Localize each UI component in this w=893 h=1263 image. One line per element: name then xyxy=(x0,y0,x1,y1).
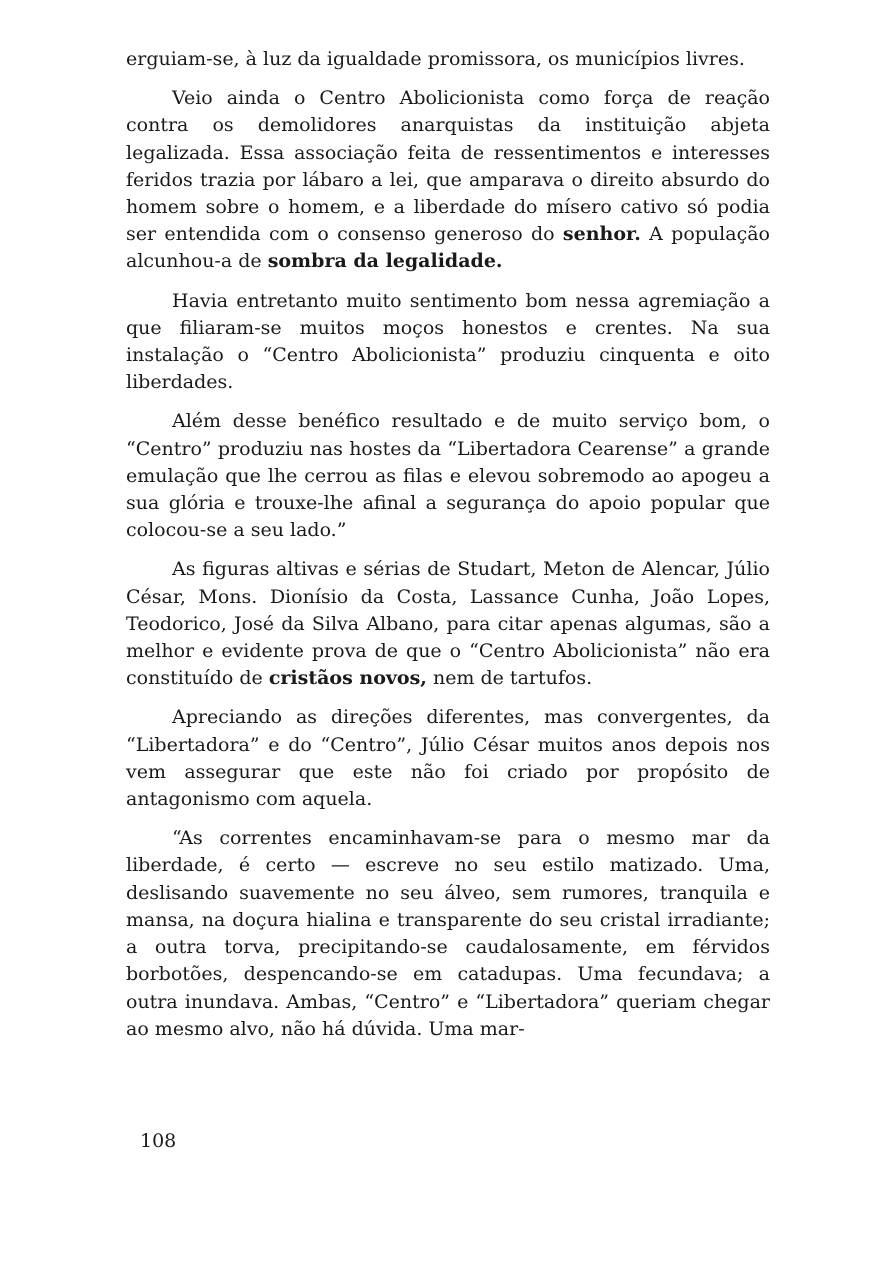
paragraph-2-bold-senhor: senhor. xyxy=(562,223,641,246)
page-body xyxy=(126,46,770,1055)
page-number: 108 xyxy=(140,1130,177,1152)
paragraph-4 xyxy=(126,408,770,544)
paragraph-2 xyxy=(126,85,770,275)
paragraph-5-text-c: nem de tartufos. xyxy=(432,667,593,690)
paragraph-6-text: Apreciando as direções diferentes, mas convergentes, da “Libertadora” e do “Centro”, Júlio César muitos anos depois nos vem assegurar que este não foi criado por propósito de antagonismo com aquela. xyxy=(126,706,770,811)
paragraph-2-bold-sombra: sombra da legalidade. xyxy=(267,250,503,273)
paragraph-7-text: “As correntes encaminhavam-se para o mesmo mar da liberdade, é certo — escreve no seu estilo matizado. Uma, deslisando suavemente no seu álveo, sem rumores, tranquila e mansa, na doçura hialina e transparente do seu cristal irradiante; a outra torva, precipitando-se caudalosamente, em férvidos borbotões, despencando-se em catadupas. Uma fecundava; a outra inundava. Ambas, “Centro” e “Libertadora” queriam chegar ao mesmo alvo, não há dúvida. Uma mar- xyxy=(126,827,770,1040)
paragraph-1-text: erguiam-se, à luz da igualdade promissora, os municípios livres. xyxy=(126,48,745,70)
paragraph-4-text: Além desse benéfico resultado e de muito serviço bom, o “Centro” produziu nas hostes da “Libertadora Cearense” a grande emulação que lhe cerrou as filas e elevou sobremodo ao apogeu a sua glória e trouxe-lhe afinal a segurança do apoio popular que colocou-se a seu lado.” xyxy=(126,410,770,542)
paragraph-7 xyxy=(126,825,770,1043)
paragraph-1 xyxy=(126,46,770,73)
paragraph-3 xyxy=(126,288,770,397)
paragraph-3-text: Havia entretanto muito sentimento bom nessa agremiação a que filiaram-se muitos moços honestos e crentes. Na sua instalação o “Centro Abolicionista” produziu cinquenta e oito liberdades. xyxy=(126,289,770,394)
paragraph-6 xyxy=(126,704,770,813)
paragraph-2-text-a: Veio ainda o Centro Abolicionista como força de reação contra os demolidores anarquistas da instituição abjeta legalizada. Essa associação feita de ressentimentos e interesses feridos trazia por lábaro a lei, que amparava o direito absurdo do homem sobre o homem, e a liberdade do mísero cativo só podia ser entendida com o consenso generoso do xyxy=(126,87,770,246)
paragraph-2-text-c: A população alcunhou-a de xyxy=(126,223,770,273)
paragraph-5 xyxy=(126,556,770,692)
paragraph-5-text-a: As figuras altivas e sérias de Studart, Meton de Alencar, Júlio César, Mons. Dionísio da Costa, Lassance Cunha, João Lopes, Teodorico, José da Silva Albano, para citar apenas algumas, são a melhor e evidente prova de que o “Centro Abolicionista” não era constituído de xyxy=(126,558,770,690)
paragraph-5-bold-cristaos: cristãos novos, xyxy=(268,667,427,690)
